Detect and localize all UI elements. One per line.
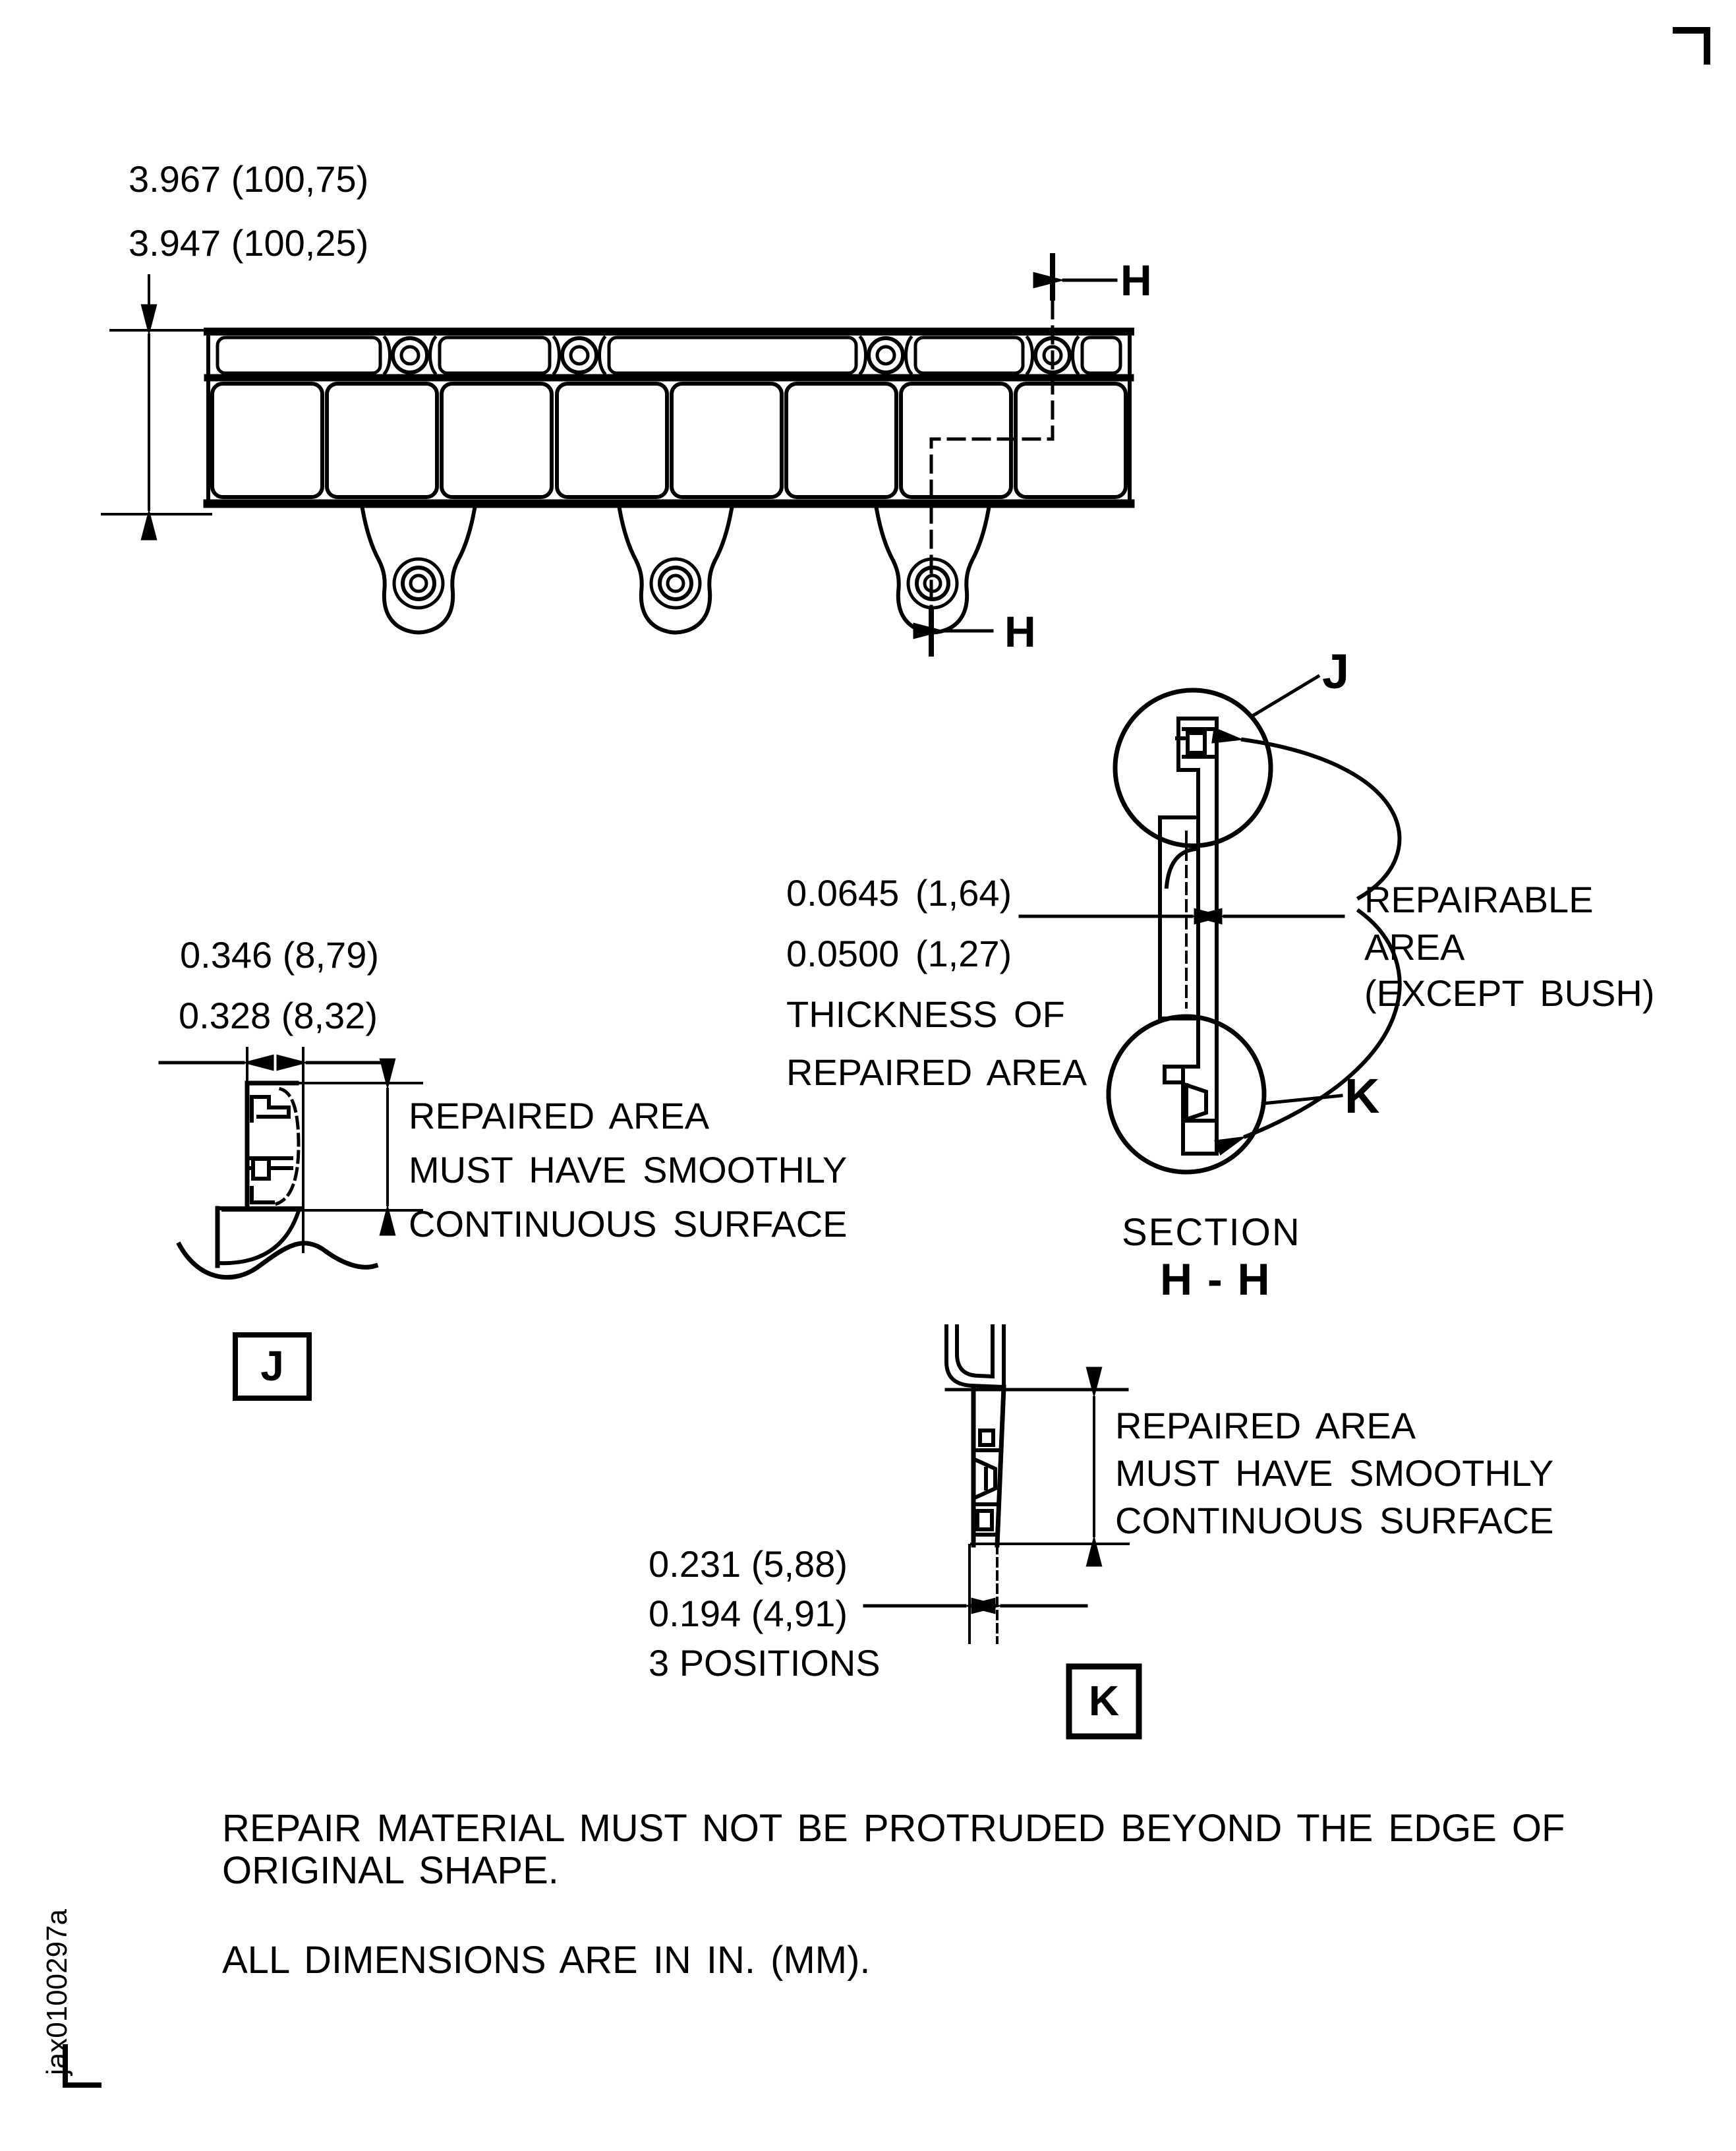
detail-k-callout: K — [1345, 1069, 1380, 1123]
section-title-word: SECTION — [1122, 1211, 1301, 1254]
detail-j-note-1: REPAIRED AREA — [409, 1095, 710, 1136]
detail-j-callout: J — [1322, 644, 1350, 699]
detail-j-profile — [179, 1083, 376, 1278]
detail-j-note-2: MUST HAVE SMOOTHLY — [409, 1149, 848, 1191]
rail-segment — [609, 338, 856, 373]
section-label-h-top: H — [1120, 256, 1152, 305]
detail-j-box-letter: J — [260, 1342, 284, 1390]
section-hh-drawing — [1020, 676, 1400, 1172]
cavity-cell — [212, 384, 322, 497]
height-dimension — [102, 276, 211, 514]
figure-code: jax0100297a — [41, 1908, 73, 2075]
rail-segment — [915, 338, 1023, 373]
thickness-note-2: REPAIRED AREA — [786, 1051, 1087, 1093]
cavity-cell — [557, 384, 667, 497]
detail-k-dim-lower: 0.194 (4,91) — [649, 1593, 848, 1634]
section-title-cut: H - H — [1160, 1254, 1271, 1305]
j-label-leader — [1254, 676, 1318, 715]
detail-k-note-3: CONTINUOUS SURFACE — [1115, 1500, 1554, 1541]
thickness-dim-lower: 0.0500 (1,27) — [786, 933, 1012, 974]
break-line — [179, 1243, 376, 1278]
detail-k-box-letter: K — [1088, 1677, 1120, 1725]
detail-j-note-3: CONTINUOUS SURFACE — [409, 1203, 848, 1245]
cavity-cell — [672, 384, 782, 497]
height-dim-lower: 3.947 (100,25) — [129, 222, 369, 264]
detail-j-dim-lower: 0.328 (8,32) — [179, 995, 378, 1036]
note-protrusion-line1: REPAIR MATERIAL MUST NOT BE PROTRUDED BEYOND THE EDGE OF — [222, 1807, 1565, 1850]
repairable-area-line3: (EXCEPT BUSH) — [1364, 972, 1655, 1014]
height-dim-upper: 3.967 (100,75) — [129, 158, 369, 200]
note-units: ALL DIMENSIONS ARE IN IN. (MM). — [222, 1939, 871, 1982]
repairable-area-line1: REPAIRABLE — [1364, 879, 1594, 920]
cavity-cell — [442, 384, 552, 497]
repairable-area-line2: AREA — [1364, 926, 1465, 968]
thickness-dim-upper: 0.0645 (1,64) — [786, 872, 1012, 914]
note-protrusion-line2: ORIGINAL SHAPE. — [222, 1849, 559, 1892]
detail-j-dim-upper: 0.346 (8,79) — [180, 934, 379, 976]
rail-segment — [440, 338, 550, 373]
detail-k-note-1: REPAIRED AREA — [1115, 1405, 1416, 1446]
k-label-leader — [1263, 1096, 1341, 1104]
corner-mark-top-right — [1676, 30, 1707, 61]
repairable-leader-upper — [1243, 740, 1399, 898]
top-view-drawing — [102, 256, 1130, 654]
rail-segment — [1082, 338, 1120, 373]
thickness-note-1: THICKNESS OF — [786, 993, 1065, 1035]
section-cut-line — [931, 256, 1116, 654]
detail-k-note-2: MUST HAVE SMOOTHLY — [1115, 1452, 1554, 1494]
cavity-cell — [786, 384, 896, 497]
detail-k-positions: 3 POSITIONS — [649, 1642, 881, 1684]
section-label-h-bottom: H — [1004, 607, 1036, 656]
rail-segment — [217, 338, 380, 373]
detail-k-profile — [946, 1326, 1004, 1545]
cavity-cell — [327, 384, 437, 497]
section-profile — [1160, 719, 1217, 1154]
detail-k-dim-upper: 0.231 (5,88) — [649, 1543, 848, 1585]
